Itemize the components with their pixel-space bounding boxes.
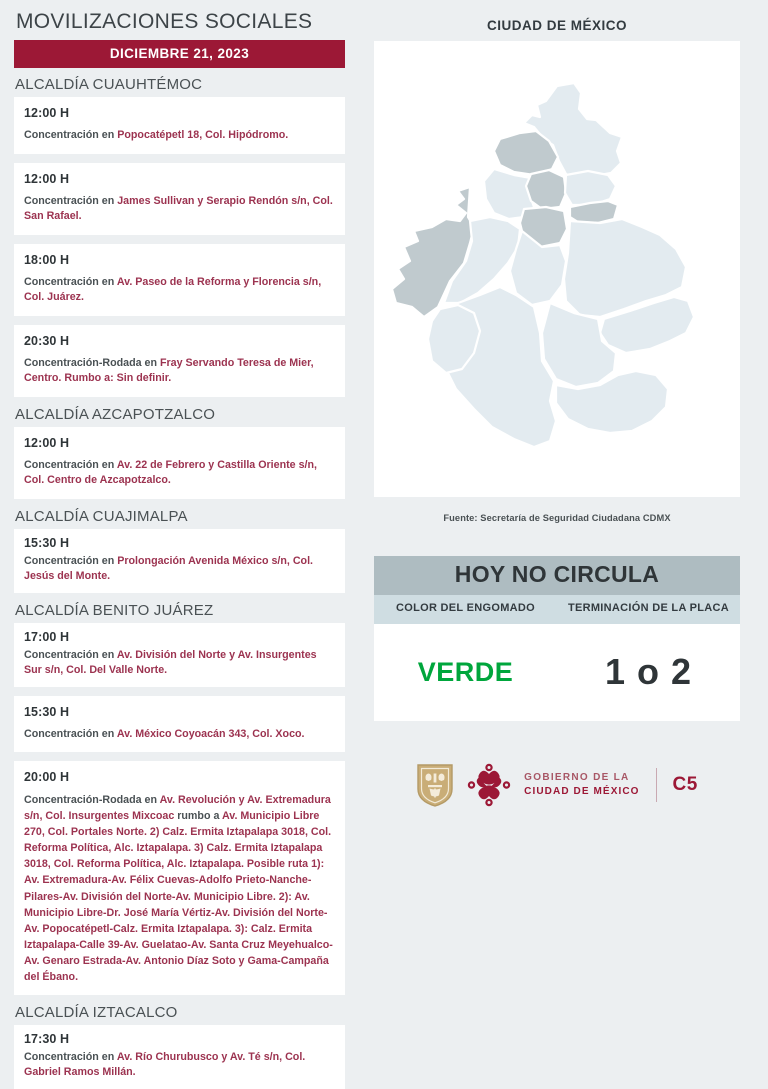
- event-card: [14, 325, 345, 397]
- event-location: Av. Revolución y Av. Extremadura s/n, Col. Insurgentes Mixcoac: [24, 794, 331, 823]
- event-prefix: Concentración en: [24, 648, 117, 661]
- borough-heading-azcapotzalco: ALCALDÍA AZCAPOTZALCO: [15, 405, 216, 423]
- event-card: [14, 761, 345, 995]
- map-and-info-column: [360, 0, 754, 1034]
- hoy-no-circula-subheader: [374, 595, 740, 624]
- page-title: MOVILIZACIONES SOCIALES: [16, 10, 313, 33]
- event-location: Av. Paseo de la Reforma y Florencia s/n, Col. Juárez.: [24, 275, 322, 304]
- event-description: [24, 356, 335, 387]
- event-time: 15:30 H: [24, 535, 70, 550]
- event-description: [24, 727, 335, 743]
- gob-line-2: CIUDAD DE MÉXICO: [524, 785, 640, 797]
- event-time: 17:00 H: [24, 629, 70, 644]
- event-prefix: Concentración en: [24, 129, 118, 141]
- map-source-caption: Fuente: Secretaría de Seguridad Ciudadana CDMX: [443, 513, 671, 523]
- column-header-plate: TERMINACIÓN DE LA PLACA: [567, 602, 730, 614]
- event-time: 20:00 H: [24, 770, 70, 785]
- gob-line-1: GOBIERNO DE LA: [524, 772, 630, 784]
- event-prefix: Concentración en: [24, 458, 117, 471]
- hoy-no-circula-values: [374, 624, 740, 721]
- cdmx-logo-icon: [467, 763, 511, 807]
- event-card: [14, 1025, 345, 1089]
- event-time: 12:00 H: [24, 171, 70, 186]
- event-prefix: Concentración en: [24, 1050, 117, 1063]
- column-header-color: COLOR DEL ENGOMADO: [395, 602, 536, 614]
- event-location: Av. 22 de Febrero y Castilla Oriente s/n, Col. Centro de Azcapotzalco.: [24, 458, 318, 487]
- cdmx-map-svg: [374, 41, 740, 497]
- event-time: 12:00 H: [24, 106, 70, 120]
- date-banner: DICIEMBRE 21, 2023: [14, 40, 345, 68]
- event-card: [14, 696, 345, 753]
- event-prefix: Concentración en: [24, 554, 118, 567]
- event-location: Fray Servando Teresa de Mier, Centro. Rumbo a: Sin definir.: [24, 356, 314, 385]
- borough-heading-benito-juarez: ALCALDÍA BENITO JUÁREZ: [15, 601, 214, 619]
- footer-logos: [374, 763, 740, 807]
- event-description: [24, 792, 335, 985]
- event-prefix: Concentración-Rodada en: [24, 794, 160, 807]
- event-description: [24, 458, 335, 489]
- event-description: [24, 1050, 335, 1081]
- event-location: Popocatépetl 18, Col. Hipódromo.: [117, 129, 289, 141]
- event-location: Prolongación Avenida México s/n, Col. Jesús del Monte.: [24, 554, 314, 583]
- map-borough-venustiano-carranza: [565, 171, 616, 205]
- cdmx-map: [374, 41, 740, 497]
- event-card: [14, 97, 345, 154]
- event-location: Av. México Coyoacán 343, Col. Xoco.: [116, 727, 305, 740]
- event-card: [14, 529, 345, 593]
- event-time: 12:00 H: [24, 435, 70, 450]
- sticker-color-value: VERDE: [417, 656, 514, 687]
- event-location: Av. Río Churubusco y Av. Té s/n, Col. Gabriel Ramos Millán.: [24, 1050, 306, 1079]
- event-prefix: Concentración-Rodada en: [24, 356, 160, 369]
- event-description: [24, 275, 335, 306]
- government-wordmark: [524, 771, 639, 798]
- borough-heading-cuajimalpa: ALCALDÍA CUAJIMALPA: [15, 507, 188, 525]
- event-location: James Sullivan y Serapio Rendón s/n, Col. San Rafael.: [24, 194, 333, 223]
- hoy-no-circula-panel: [374, 556, 740, 721]
- c5-wordmark: C5: [672, 773, 698, 795]
- event-location: Av. División del Norte y Av. Insurgentes Sur s/n, Col. Del Valle Norte.: [24, 648, 317, 677]
- event-prefix: Concentración en: [24, 194, 118, 207]
- event-prefix: Concentración en: [24, 727, 117, 740]
- national-shield-icon: [416, 763, 454, 807]
- event-description: [24, 648, 335, 679]
- map-title: CIUDAD DE MÉXICO: [486, 18, 627, 33]
- event-prefix: Concentración en: [24, 275, 117, 288]
- event-time: 15:30 H: [24, 704, 70, 719]
- event-description: [24, 554, 335, 585]
- event-description: [24, 128, 335, 144]
- event-card: [14, 244, 345, 316]
- event-time: 20:30 H: [24, 333, 70, 348]
- event-card: [14, 427, 345, 499]
- event-mid: rumbo a: [174, 810, 222, 823]
- event-location-secondary: Av. Municipio Libre 270, Col. Portales Norte. 2) Calz. Ermita Iztapalapa 3018, Col. Reforma Política, Alc. Iztapalapa. 3) Calz. Ermita Iztapalapa 3018, Col. Reforma Política, Alc. Iztapalapa. Posible ruta 1): Av. Extremadura-Av. Félix Cuevas-Adolfo Prieto-Nanche-Pilares-Av. División del Norte-Av. Municipio Libre. 2): Av. Municipio Libre-Dr. José María Vértiz-Av. División del Norte-Av. Popocatépetl-Calz. Ermita Iztapalapa. 3): Calz. Ermita Iztapalapa-Calle 39-Av. Guelatao-Av. Santa Cruz Meyehualco-Av. Genaro Estrada-Av. Antonio Díaz Soto y Gama-Campaña del Ébano.: [24, 810, 333, 983]
- hoy-no-circula-title: HOY NO CIRCULA: [374, 556, 740, 595]
- plate-ending-value: 1 o 2: [604, 651, 693, 693]
- event-card: [14, 623, 345, 687]
- event-description: [24, 194, 335, 225]
- borough-heading-iztacalco: ALCALDÍA IZTACALCO: [15, 1003, 178, 1021]
- event-time: 18:00 H: [24, 252, 70, 267]
- event-card: [14, 163, 345, 235]
- footer-divider: [656, 768, 657, 802]
- event-time: 17:30 H: [24, 1031, 70, 1046]
- movilizaciones-column: [0, 0, 360, 1079]
- borough-heading-cuauhtemoc: ALCALDÍA CUAUHTÉMOC: [15, 76, 203, 93]
